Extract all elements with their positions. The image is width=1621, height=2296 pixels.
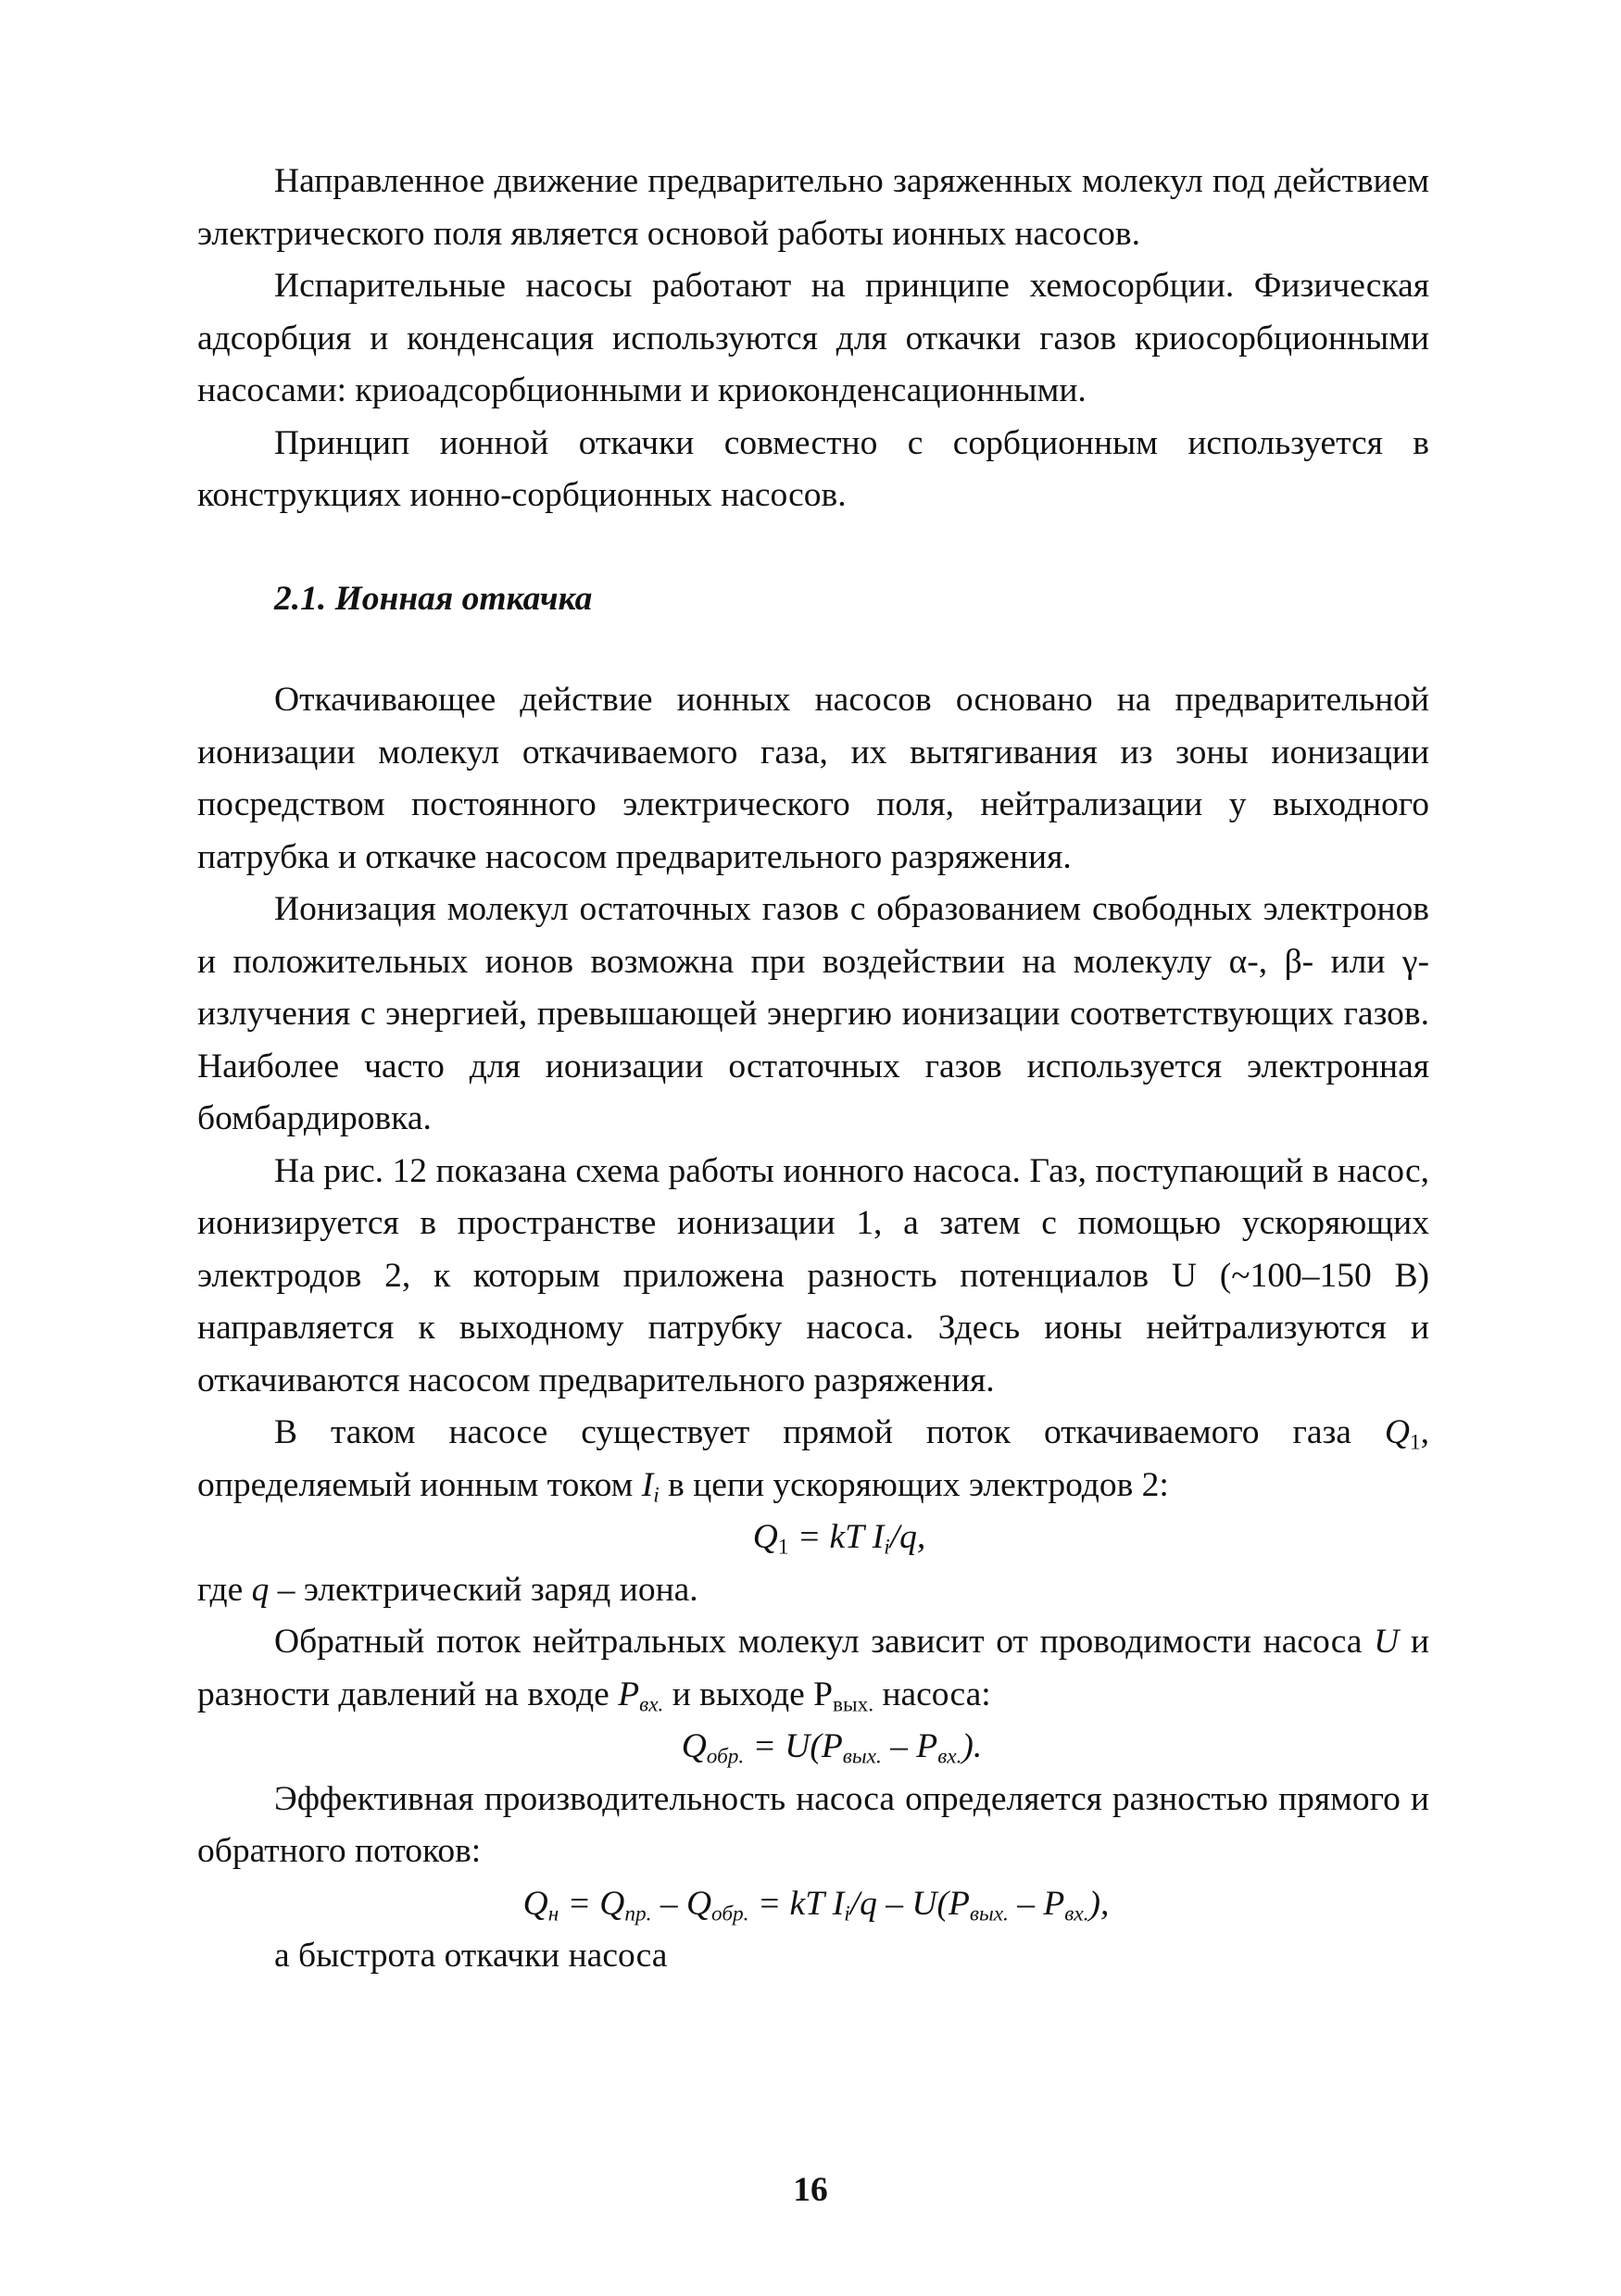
intro-paragraph-1: Направленное движение предварительно заряженных молекул под действием электрического поля является основой работы ионных насосов. xyxy=(197,162,1429,253)
body-paragraph-4: В таком насосе существует прямой поток откачиваемого газа $Q_1$, определяемый ионным током $I_i$ в цепи ускоряющих электродов 2: xyxy=(197,1413,1429,1507)
formula-direct-flow: $Q_1$ = kT $I_i/q$, xyxy=(752,1518,926,1560)
formula-effective-performance: $Q_н = Q_{пр.} - Q_{обр.}$ = kT $I_i/q - U(P_{вых.} - P_{вх.})$, xyxy=(522,1884,1110,1926)
intro-paragraph-3: Принцип ионной откачки совместно с сорбционным используется в конструкциях ионно-сорбционных насосов. xyxy=(197,423,1429,514)
page-number: 16 xyxy=(793,2171,828,2209)
body-paragraph-2: Ионизация молекул остаточных газов с образованием свободных электронов и положительных ионов возможна при воздействии на молекулу α-, β- или γ-излучения с энергией, превышающей энергию ионизации соответствующих газов. Наиболее часто для ионизации остаточных газов используется электронная бомбардировка. xyxy=(197,890,1429,1137)
intro-paragraph-2: Испарительные насосы работают на принципе хемосорбции. Физическая адсорбция и конденсация используются для откачки газов криосорбционными насосами: криоадсорбционными и криоконденсационными. xyxy=(197,267,1429,409)
body-paragraph-5: Обратный поток нейтральных молекул зависит от проводимости насоса U и разности давлений на входе $P_{вх.}$ и выходе $Р_{вых.}$ насоса: xyxy=(197,1623,1429,1716)
body-paragraph-1: Откачивающее действие ионных насосов основано на предварительной ионизации молекул откачиваемого газа, их вытягивания из зоны ионизации посредством постоянного электрического поля, нейтрализации у выходного патрубка и откачке насосом предварительного разряжения. xyxy=(197,681,1429,876)
body-paragraph-3: На рис. 12 показана схема работы ионного насоса. Газ, поступающий в насос, ионизируется в пространстве ионизации 1, а затем с помощью ускоряющих электродов 2, к которым приложена разность потенциалов U (~100–150 В) направляется к выходному патрубку насоса. Здесь ионы нейтрализуются и откачиваются насосом предварительного разряжения. xyxy=(197,1151,1429,1399)
formula-back-flow: $Q_{обр.} = U(P_{вых.} - P_{вх.})$. xyxy=(681,1727,983,1769)
section-heading: 2.1. Ионная откачка xyxy=(274,579,593,618)
body-paragraph-7: а быстрота откачки насоса xyxy=(274,1937,668,1975)
where-clause: где q – электрический заряд иона. xyxy=(197,1570,698,1609)
page-content xyxy=(197,156,1429,1983)
body-paragraph-6: Эффективная производительность насоса определяется разностью прямого и обратного потоков: xyxy=(197,1779,1429,1870)
